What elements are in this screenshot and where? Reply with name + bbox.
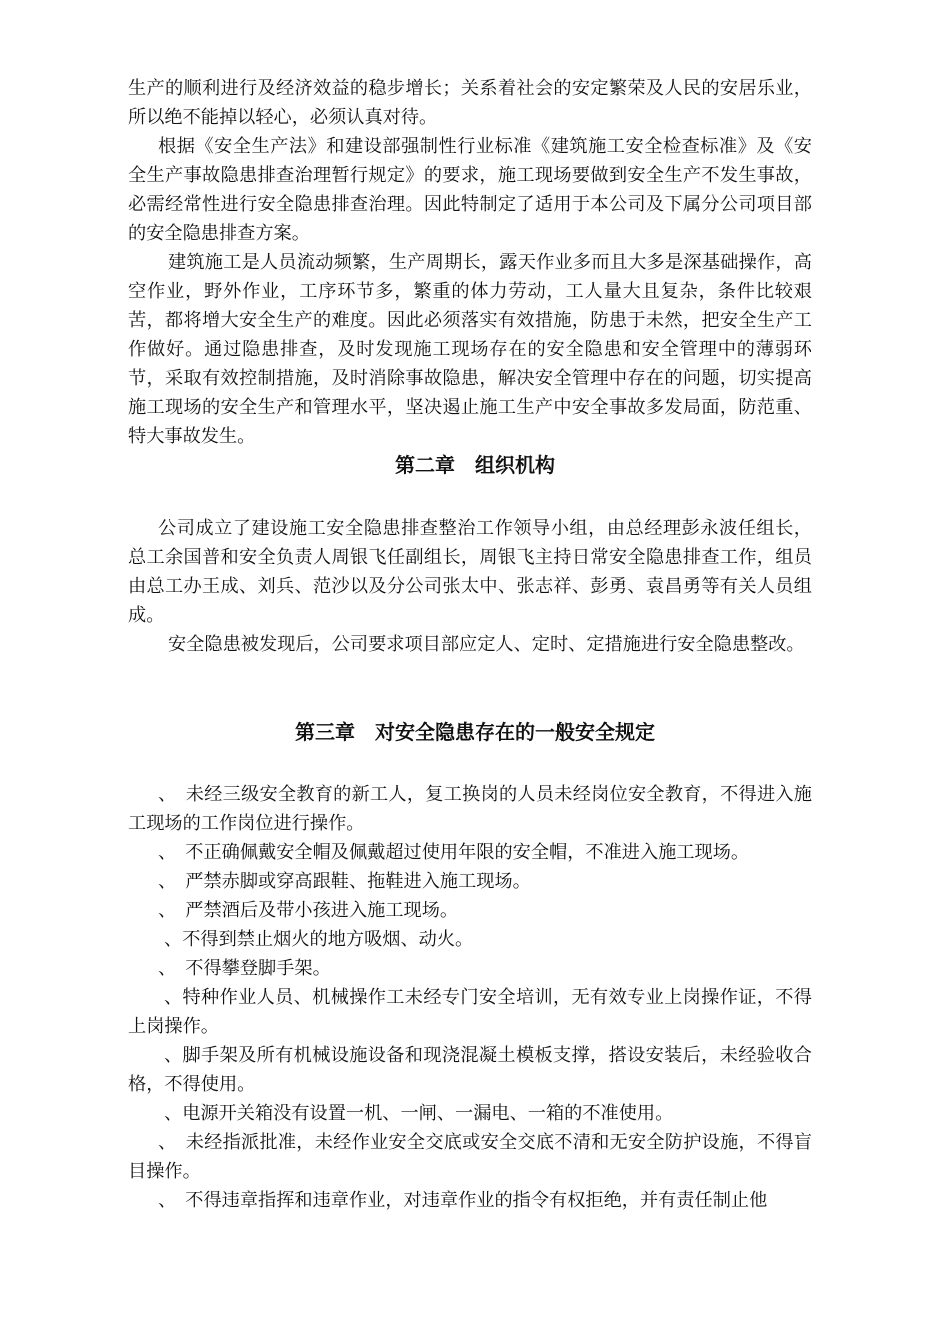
rule-item: 、脚手架及所有机械设施设备和现浇混凝土模板支撑，搭设安装后，未经验收合格，不得使用。 — [128, 1045, 812, 1095]
rule-item: 、 未经指派批准，未经作业安全交底或安全交底不清和无安全防护设施，不得盲目操作。 — [128, 1132, 812, 1182]
rule-item: 、特种作业人员、机械操作工未经专门安全培训，无有效专业上岗操作证，不得上岗操作。 — [128, 987, 812, 1037]
rule-item: 、 不得攀登脚手架。 — [158, 958, 331, 979]
chapter-3-title: 第三章 对安全隐患存在的一般安全规定 — [295, 720, 655, 744]
chapter-2-paragraph-1: 公司成立了建设施工安全隐患排查整治工作领导小组，由总经理彭永波任组长，总工余国普和安全负责人周银飞任副组长，周银飞主持日常安全隐患排查工作，组员由总工办王成、刘兵、范沙以及分公司张太中、张志祥、彭勇、袁昌勇等有关人员组成。 — [128, 518, 812, 626]
rule-item: 、不得到禁止烟火的地方吸烟、动火。 — [164, 929, 474, 950]
rule-item: 、 严禁酒后及带小孩进入施工现场。 — [158, 900, 459, 921]
rule-item: 、 严禁赤脚或穿高跟鞋、拖鞋进入施工现场。 — [158, 871, 531, 892]
intro-paragraph-1: 生产的顺利进行及经济效益的稳步增长；关系着社会的安定繁荣及人民的安居乐业，所以绝不能掉以轻心，必须认真对待。 — [128, 78, 812, 128]
chapter-2-title: 第二章 组织机构 — [395, 453, 555, 477]
intro-paragraph-2: 根据《安全生产法》和建设部强制性行业标准《建筑施工安全检查标准》及《安全生产事故隐患排查治理暂行规定》的要求，施工现场要做到安全生产不发生事故，必需经常性进行安全隐患排查治理。因此特制定了适用于本公司及下属分公司项目部的安全隐患排查方案。 — [128, 136, 812, 244]
rule-item: 、 未经三级安全教育的新工人，复工换岗的人员未经岗位安全教育，不得进入施工现场的工作岗位进行操作。 — [128, 784, 812, 834]
rule-item: 、 不得违章指挥和违章作业，对违章作业的指令有权拒绝，并有责任制止他 — [158, 1190, 768, 1211]
rule-item: 、 不正确佩戴安全帽及佩戴超过使用年限的安全帽，不准进入施工现场。 — [158, 842, 750, 863]
rule-item: 、电源开关箱没有设置一机、一闸、一漏电、一箱的不准使用。 — [164, 1103, 674, 1124]
intro-paragraph-3: 建筑施工是人员流动频繁，生产周期长，露天作业多而且大多是深基础操作，高空作业，野外作业，工序环节多，繁重的体力劳动，工人量大且复杂，条件比较艰苦，都将增大安全生产的难度。因此必须落实有效措施，防患于未然，把安全生产工作做好。通过隐患排查，及时发现施工现场存在的安全隐患和安全管理中的薄弱环节，采取有效控制措施，及时消除事故隐患，解决安全管理中存在的问题，切实提高施工现场的安全生产和管理水平，坚决遏止施工生产中安全事故多发局面，防范重、特大事故发生。 — [128, 252, 812, 447]
chapter-2-paragraph-2: 安全隐患被发现后，公司要求项目部应定人、定时、定措施进行安全隐患整改。 — [168, 634, 805, 655]
